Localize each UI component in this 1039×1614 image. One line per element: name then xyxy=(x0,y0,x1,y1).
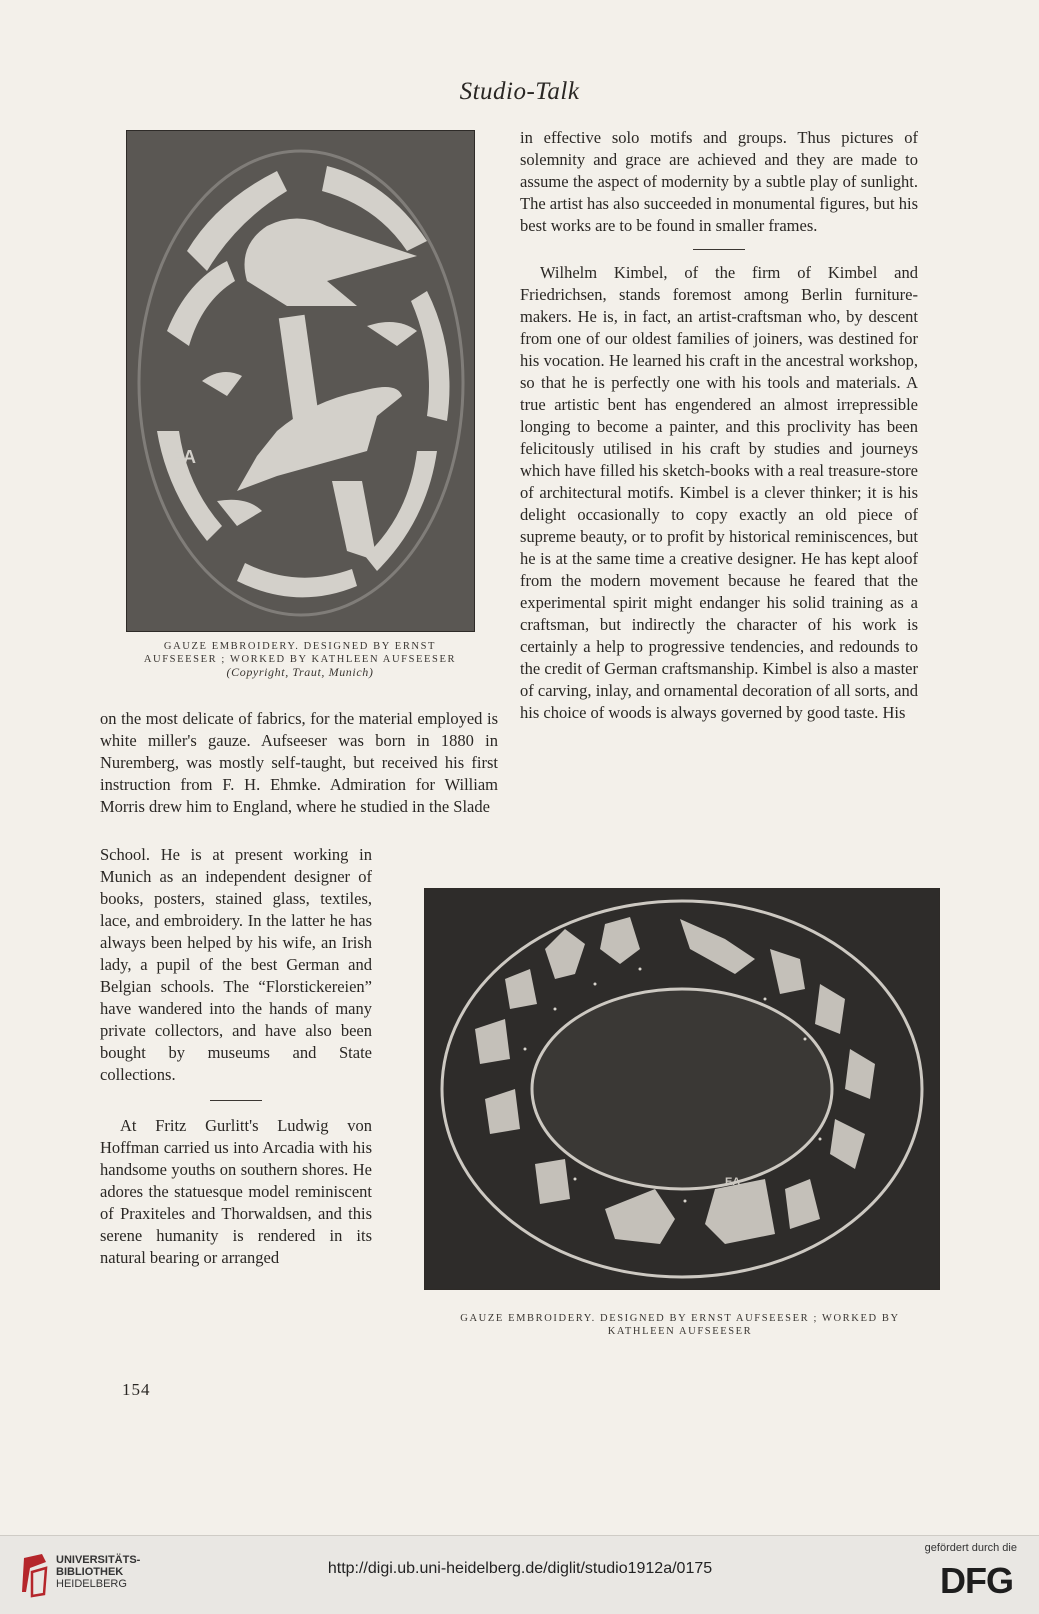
library-logo[interactable] xyxy=(20,1550,160,1600)
bird-embroidery-drawing xyxy=(127,131,474,631)
bird-embroidery-monogram: EA xyxy=(171,447,197,467)
left-paragraph-1b: School. He is at present working in Munich as an independent designer of books, posters, stained glass, textiles, lace, and embroidery. In the latter he has always been helped by his wife, an Irish lady, a pupil of the best German and Belgian schools. The “Florstickereien” have wandered into the hands of many private collectors, and have also been bought by museums and State collections. xyxy=(100,845,372,1084)
right-paragraph-1: in effective solo motifs and groups. Thus pictures of solemnity and grace are achieved and they are made to assume the aspect of modernity by a subtle play of sunlight. The artist has also succeeded in monumental figures, but his best works are to be found in smaller frames. xyxy=(520,128,918,235)
section-divider-right xyxy=(693,249,745,250)
figure2-caption xyxy=(410,1312,950,1338)
right-paragraph-2: Wilhelm Kimbel, of the firm of Kimbel and Friedrichsen, stands foremost among Berlin furniture-makers. He is, in fact, an artist-craftsman who, by descent from one of our oldest families of joiners, was destined for his vocation. He learned his craft in the ancestral workshop, so that he is perfectly one with his tools and materials. A true artistic bent has engendered an almost irrepressible longing to become a painter, and this proclivity has been felicitously utilised in his craft by studies and journeys which have filled his sketch-books with a real treasure-store of architectural motifs. Kimbel is a clever thinker; it is his delight occasionally to copy exactly an old piece of supreme beauty, or to profit by historical reminiscences, but he is at the same time a creative designer. He has kept aloof from the modern movement because he feared that the experimental spirit might endanger his solid training as a craftsman, but indirectly the character of his work is certainly a help to progressive tendencies, and redounds to the credit of German craftsmanship. Kimbel is also a master of carving, inlay, and ornamental decoration of all sorts, and his choice of woods is always governed by good taste. His xyxy=(520,263,918,722)
library-crest-icon xyxy=(20,1552,50,1598)
library-name-line2: BIBLIOTHEK xyxy=(56,1566,124,1578)
page-number: 154 xyxy=(122,1380,151,1399)
left-paragraph-1a: on the most delicate of fabrics, for the material employed is white miller's gauze. Aufseeser was born in 1880 in Nuremberg, was mostly self-taught, but received his first instruction from F. H. Ehmke. Admiration for William Morris drew him to England, where he studied in the Slade xyxy=(100,709,498,816)
bird-embroidery-image xyxy=(126,130,475,632)
skaters-embroidery-drawing xyxy=(425,889,939,1289)
figure2-caption-line2: KATHLEEN AUFSEESER xyxy=(607,1326,753,1337)
figure1-caption-credit: (Copyright, Traut, Munich) xyxy=(226,665,374,679)
skaters-embroidery-monogram: EA xyxy=(725,1176,741,1188)
dfg-logo[interactable]: DFG xyxy=(940,1560,1013,1601)
left-paragraph-2: At Fritz Gurlitt's Ludwig von Hoffman carried us into Arcadia with his handsome youths on southern shores. He adores the statuesque model reminiscent of Praxiteles and Thorwaldsen, and this serene humanity is rendered in its natural bearing or arranged xyxy=(100,1116,372,1267)
library-name-line1: UNIVERSITÄTS- xyxy=(56,1554,141,1566)
section-divider-left xyxy=(210,1100,262,1101)
figure1-caption-line2: AUFSEESER ; WORKED BY KATHLEEN AUFSEESER xyxy=(143,654,457,665)
skaters-embroidery-image xyxy=(424,888,940,1290)
library-name-line3: HEIDELBERG xyxy=(56,1578,127,1590)
right-column xyxy=(520,127,918,724)
page-title: Studio-Talk xyxy=(459,78,580,105)
figure1-caption xyxy=(118,640,482,679)
figure1-caption-line1: GAUZE EMBROIDERY. DESIGNED BY ERNST xyxy=(163,641,437,652)
funding-label: gefördert durch die xyxy=(924,1542,1017,1554)
figure2-caption-line1: GAUZE EMBROIDERY. DESIGNED BY ERNST AUFSEESER ; WORKED BY xyxy=(460,1313,900,1324)
source-url-link[interactable]: http://digi.ub.uni-heidelberg.de/diglit/studio1912a/0175 xyxy=(327,1560,713,1577)
footer-bar xyxy=(0,1535,1039,1614)
left-column-lower xyxy=(100,844,372,1269)
left-column-upper xyxy=(100,708,498,818)
